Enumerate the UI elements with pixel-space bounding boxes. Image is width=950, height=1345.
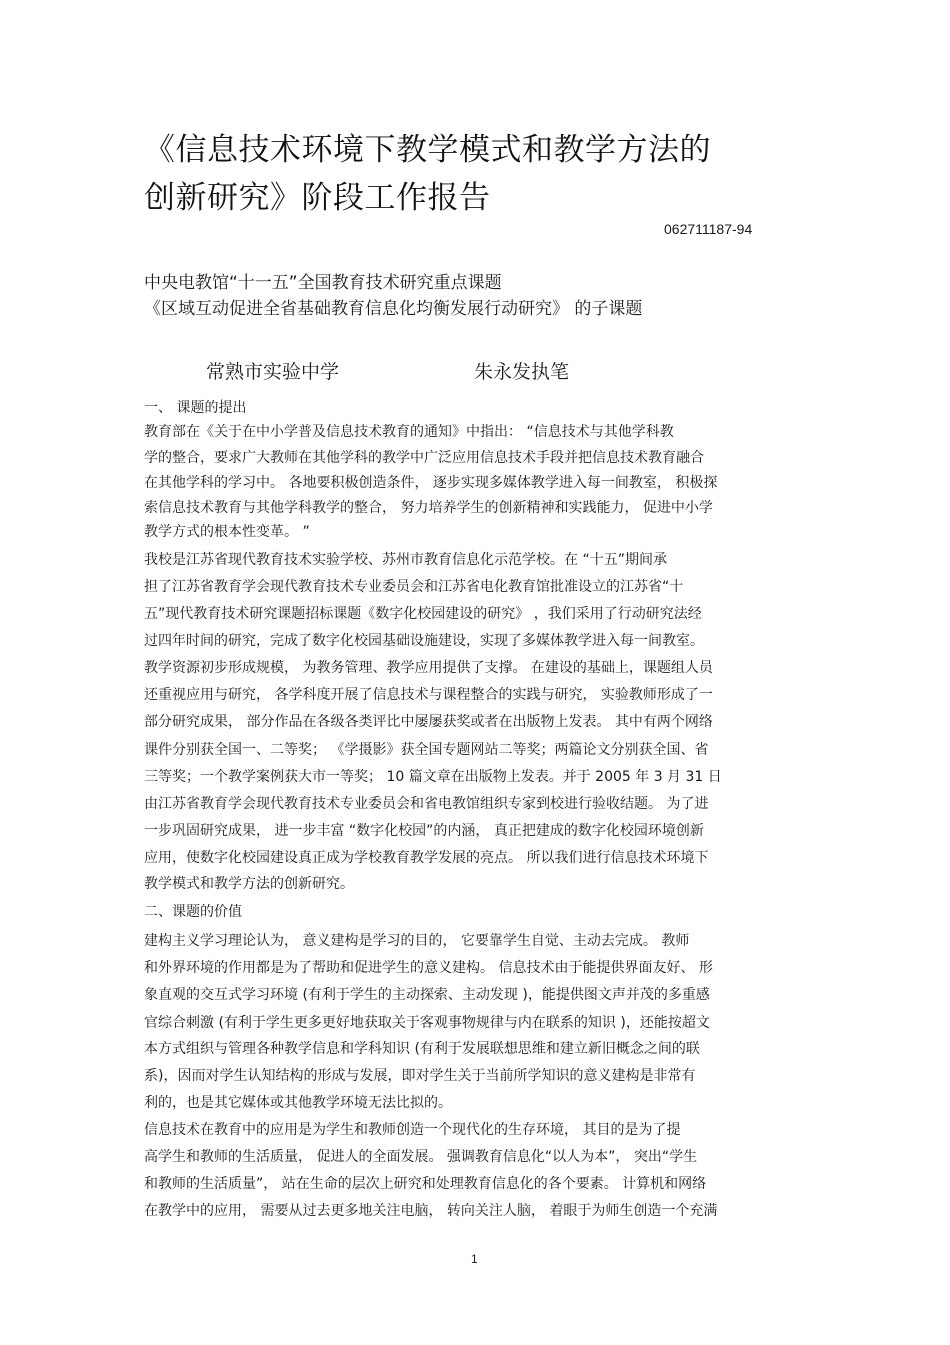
body-line: 利的，也是其它媒体或其他教学环境无法比拟的。: [144, 1095, 452, 1111]
body-line: 和教师的生活质量”， 站在生命的层次上研究和处理教育信息化的各个要素。 计算机和网络: [144, 1176, 707, 1192]
body-line: 象直观的交互式学习环境 (有利于学生的主动探索、主动发现 )，能提供图文声并茂的多重感: [144, 987, 710, 1003]
page-title-line-2: 创新研究》阶段工作报告: [144, 180, 491, 216]
topic-line-1: 中央电教馆“十一五”全国教育技术研究重点课题: [144, 273, 502, 293]
page-number: 1: [471, 1252, 478, 1266]
body-line: 部分研究成果， 部分作品在各级各类评比中屡屡获奖或者在出版物上发表。 其中有两个网络: [144, 714, 713, 730]
body-line: 过四年时间的研究，完成了数字化校园基础设施建设，实现了多媒体教学进入每一间教室。: [144, 633, 704, 649]
body-line: 三等奖；一个教学案例获大市一等奖； 10 篇文章在出版物上发表。并于 2005 年 3 月 31 日: [144, 769, 722, 785]
body-line: 五”现代教育技术研究课题招标课题《数字化校园建设的研究》 ，我们采用了行动研究法经: [144, 606, 702, 622]
body-line: 在教学中的应用， 需要从过去更多地关注电脑， 转向关注人脑， 着眼于为师生创造一个充满: [144, 1203, 718, 1219]
topic-line-2: 《区域互动促进全省基础教育信息化均衡发展行动研究》 的子课题: [144, 299, 643, 319]
body-line: 我校是江苏省现代教育技术实验学校、苏州市教育信息化示范学校。在 “十五”期间承: [144, 552, 667, 568]
body-line: 由江苏省教育学会现代教育技术专业委员会和省电教馆组织专家到校进行验收结题。 为了进: [144, 796, 709, 812]
body-line: 教学方式的根本性变革。 ”: [144, 524, 310, 540]
document-code: 062711187-94: [664, 221, 753, 237]
body-line: 官综合刺激 (有利于学生更多更好地获取关于客观事物规律与内在联系的知识 )，还能按超文: [144, 1015, 710, 1031]
author-writer: 朱永发执笔: [474, 361, 570, 383]
body-line: 应用，使数字化校园建设真正成为学校教育教学发展的亮点。 所以我们进行信息技术环境下: [144, 850, 709, 866]
body-line: 二、课题的价值: [144, 904, 242, 920]
body-line: 系)，因而对学生认知结构的形成与发展，即对学生关于当前所学知识的意义建构是非常有: [144, 1068, 696, 1084]
body-line: 信息技术在教育中的应用是为学生和教师创造一个现代化的生存环境， 其目的是为了提: [144, 1122, 681, 1138]
body-line: 本方式组织与管理各种教学信息和学科知识 (有利于发展联想思维和建立新旧概念之间的联: [144, 1041, 700, 1057]
body-line: 建构主义学习理论认为， 意义建构是学习的目的， 它要靠学生自觉、主动去完成。 教师: [144, 933, 690, 949]
body-line: 在其他学科的学习中。 各地要积极创造条件， 逐步实现多媒体教学进入每一间教室， 积极探: [144, 475, 718, 491]
body-line: 教育部在《关于在中小学普及信息技术教育的通知》中指出： “信息技术与其他学科教: [144, 424, 674, 440]
body-line: 还重视应用与研究， 各学科度开展了信息技术与课程整合的实践与研究， 实验教师形成了一: [144, 687, 713, 703]
body-line: 一、 课题的提出: [144, 400, 247, 416]
body-line: 和外界环境的作用都是为了帮助和促进学生的意义建构。 信息技术由于能提供界面友好、 形: [144, 960, 713, 976]
author-school: 常熟市实验中学: [206, 361, 340, 383]
page-title-line-1: 《信息技术环境下教学模式和教学方法的: [144, 132, 711, 168]
body-line: 教学资源初步形成规模， 为教务管理、教学应用提供了支撑。 在建设的基础上，课题组人员: [144, 660, 713, 676]
body-line: 一步巩固研究成果， 进一步丰富 “数字化校园”的内涵， 真正把建成的数字化校园环境创新: [144, 823, 704, 839]
body-line: 担了江苏省教育学会现代教育技术专业委员会和江苏省电化教育馆批准设立的江苏省“十: [144, 579, 684, 595]
body-line: 课件分别获全国一、二等奖； 《学摄影》获全国专题网站二等奖；两篇论文分别获全国、省: [144, 742, 709, 758]
body-line: 学的整合，要求广大教师在其他学科的教学中广泛应用信息技术手段并把信息技术教育融合: [144, 450, 704, 466]
body-line: 高学生和教师的生活质量， 促进人的全面发展。 强调教育信息化“以人为本”， 突出“学生: [144, 1149, 698, 1165]
body-line: 索信息技术教育与其他学科教学的整合， 努力培养学生的创新精神和实践能力， 促进中小学: [144, 500, 713, 516]
body-line: 教学模式和教学方法的创新研究。: [144, 876, 354, 892]
